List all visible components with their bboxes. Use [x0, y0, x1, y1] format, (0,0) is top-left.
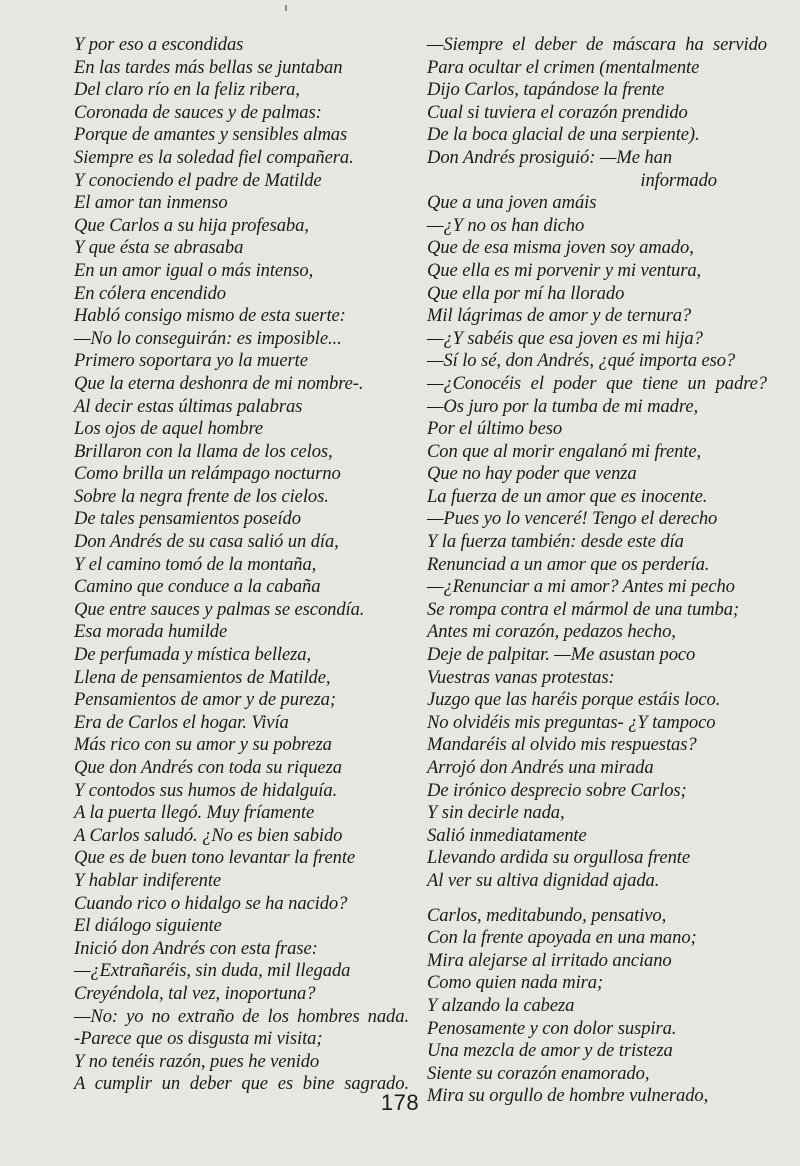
poem-line: En un amor igual o más intenso, [74, 259, 314, 281]
poem-line: Don Andrés prosiguió: —Me han [427, 146, 673, 168]
poem-line: Una mezcla de amor y de tristeza [427, 1040, 673, 1062]
poem-line: Que es de buen tono levantar la frente [74, 847, 356, 869]
poem-line: Y la fuerza también: desde este día [427, 531, 684, 553]
poem-line: Los ojos de aquel hombre [74, 418, 264, 440]
poem-line: A la puerta llegó. Muy fríamente [74, 802, 315, 824]
poem-line: Cuando rico o hidalgo se ha nacido? [74, 892, 348, 914]
poem-line: Y contodos sus humos de hidalguía. [74, 779, 338, 801]
poem-line: Era de Carlos el hogar. Vivía [74, 711, 289, 733]
poem-line: Pensamientos de amor y de pureza; [74, 689, 336, 711]
poem-line: Llena de pensamientos de Matilde, [74, 666, 331, 688]
poem-line: Más rico con su amor y su pobreza [74, 734, 332, 756]
poem-line: Primero soportara yo la muerte [74, 350, 308, 372]
poem-line: No olvidéis mis preguntas- ¿Y tampoco [427, 711, 716, 733]
poem-line: -Parece que os disgusta mi visita; [74, 1028, 323, 1050]
poem-line: Antes mi corazón, pedazos hecho, [427, 621, 676, 643]
poem-line: Dijo Carlos, tapándose la frente [427, 79, 665, 101]
poem-line: informado [640, 169, 717, 191]
poem-line: Que ella por mí ha llorado [427, 282, 625, 304]
poem-line: Que la eterna deshonra de mi nombre-. [74, 372, 364, 394]
poem-line: —¿Y sabéis que esa joven es mi hija? [427, 327, 703, 349]
poem-line: Inició don Andrés con esta frase: [74, 937, 318, 959]
poem-line: Llevando ardida su orgullosa frente [427, 847, 691, 869]
poem-line: Y que ésta se abrasaba [74, 237, 244, 259]
poem-line: —¿Y no os han dicho [427, 214, 585, 236]
poem-line: Que Carlos a su hija profesaba, [74, 214, 309, 236]
right-column [427, 34, 767, 1108]
poem-line: La fuerza de un amor que es inocente. [427, 485, 708, 507]
poem-line: Que don Andrés con toda su riqueza [74, 757, 342, 778]
poem-line: Siente su corazón enamorado, [427, 1062, 650, 1084]
poem-line: —Sí lo sé, don Andrés, ¿qué importa eso? [427, 350, 736, 372]
poem-line: Para ocultar el crimen (mentalmente [427, 56, 700, 78]
poem-line: —Siempre el deber de máscara ha servido [427, 34, 767, 55]
poem-line: Habló consigo mismo de esta suerte: [74, 305, 346, 327]
poem-line: De tales pensamientos poseído [74, 508, 301, 530]
poem-line: De irónico desprecio sobre Carlos; [427, 779, 687, 801]
poem-line: Creyéndola, tal vez, inoportuna? [74, 982, 316, 1004]
poem-line: Camino que conduce a la cabaña [74, 576, 321, 598]
poem-line: Como quien nada mira; [427, 972, 604, 994]
poem-line: En las tardes más bellas se juntaban [74, 56, 343, 78]
poem-line: Como brilla un relámpago nocturno [74, 463, 341, 485]
poem-line: Carlos, meditabundo, pensativo, [427, 904, 667, 926]
poem-line: Por el último beso [427, 418, 563, 440]
poem-line: El diálogo siguiente [74, 915, 222, 937]
poem-line: Deje de palpitar. —Me asustan poco [427, 644, 696, 666]
poem-line: Que no hay poder que venza [427, 463, 637, 485]
scan-mark [285, 5, 287, 11]
poem-line: Que entre sauces y palmas se escondía. [74, 598, 365, 620]
poem-line: Con que al morir engalanó mi frente, [427, 440, 702, 462]
poem-line: Siempre es la soledad fiel compañera. [74, 146, 354, 168]
poem-line: Y sin decirle nada, [427, 802, 565, 824]
left-column [74, 34, 409, 1096]
poem-line: —Os juro por la tumba de mi madre, [427, 395, 699, 417]
poem-line: A Carlos saludó. ¿No es bien sabido [74, 824, 343, 846]
poem-line: De perfumada y mística belleza, [74, 644, 312, 666]
poem-line: —No: yo no extraño de los hombres nada. [74, 1005, 409, 1027]
poem-line: Juzgo que las haréis porque estáis loco. [427, 689, 721, 711]
poem-line: Y conociendo el padre de Matilde [74, 169, 322, 191]
poem-line: Que de esa misma joven soy amado, [427, 237, 694, 259]
page-number: 178 [380, 1090, 420, 1115]
poem-line: En cólera encendido [74, 282, 226, 304]
poem-line: Porque de amantes y sensibles almas [74, 124, 348, 146]
poem-line: Salió inmediatamente [427, 824, 587, 846]
poem-line: Coronada de sauces y de palmas: [74, 101, 322, 123]
poem-line: Renunciad a un amor que os perdería. [427, 553, 710, 575]
poem-line: Y no tenéis razón, pues he venido [74, 1050, 320, 1072]
poem-line: Mandaréis al olvido mis respuestas? [427, 734, 697, 756]
poem-line: Y alzando la cabeza [427, 994, 575, 1016]
poem-line: —Pues yo lo venceré! Tengo el derecho [427, 508, 718, 530]
poem-line: Mira su orgullo de hombre vulnerado, [427, 1085, 709, 1107]
poem-line: Y el camino tomó de la montaña, [74, 553, 317, 575]
poem-line: Esa morada humilde [74, 621, 228, 643]
poem-line: Cual si tuviera el corazón prendido [427, 101, 688, 123]
poem-line: Mira alejarse al irritado anciano [427, 949, 672, 971]
poem-line: Al decir estas últimas palabras [74, 395, 303, 417]
poem-line: Mil lágrimas de amor y de ternura? [427, 305, 692, 327]
poem-line: Y hablar indiferente [74, 869, 222, 891]
poem-line: El amor tan inmenso [74, 192, 228, 214]
poem-line: A cumplir un deber que es bine sagrado. [74, 1073, 409, 1095]
poem-line: —¿Renunciar a mi amor? Antes mi pecho [427, 576, 735, 598]
poem-line: —¿Extrañaréis, sin duda, mil llegada [74, 960, 351, 982]
poem-line: Don Andrés de su casa salió un día, [74, 531, 339, 553]
poem-line: Penosamente y con dolor suspira. [427, 1017, 677, 1039]
poem-line: Se rompa contra el mármol de una tumba; [427, 598, 739, 620]
poem-line: Del claro río en la feliz ribera, [74, 79, 300, 101]
poem-line: De la boca glacial de una serpiente). [427, 124, 700, 146]
poem-line: —¿Conocéis el poder que tiene un padre? [427, 372, 767, 394]
poem-line: Que ella es mi porvenir y mi ventura, [427, 259, 702, 281]
poem-line: Con la frente apoyada en una mano; [427, 927, 697, 949]
poem-line: Al ver su altiva dignidad ajada. [427, 869, 660, 891]
poem-line: —No lo conseguirán: es imposible... [74, 327, 342, 349]
poem-line: Vuestras vanas protestas: [427, 666, 615, 688]
poem-line: Brillaron con la llama de los celos, [74, 440, 333, 462]
poem-line: Y por eso a escondidas [74, 34, 244, 55]
poem-line: Arrojó don Andrés una mirada [427, 757, 654, 778]
poem-line: Sobre la negra frente de los cielos. [74, 485, 329, 507]
poem-line: Que a una joven amáis [427, 192, 597, 214]
